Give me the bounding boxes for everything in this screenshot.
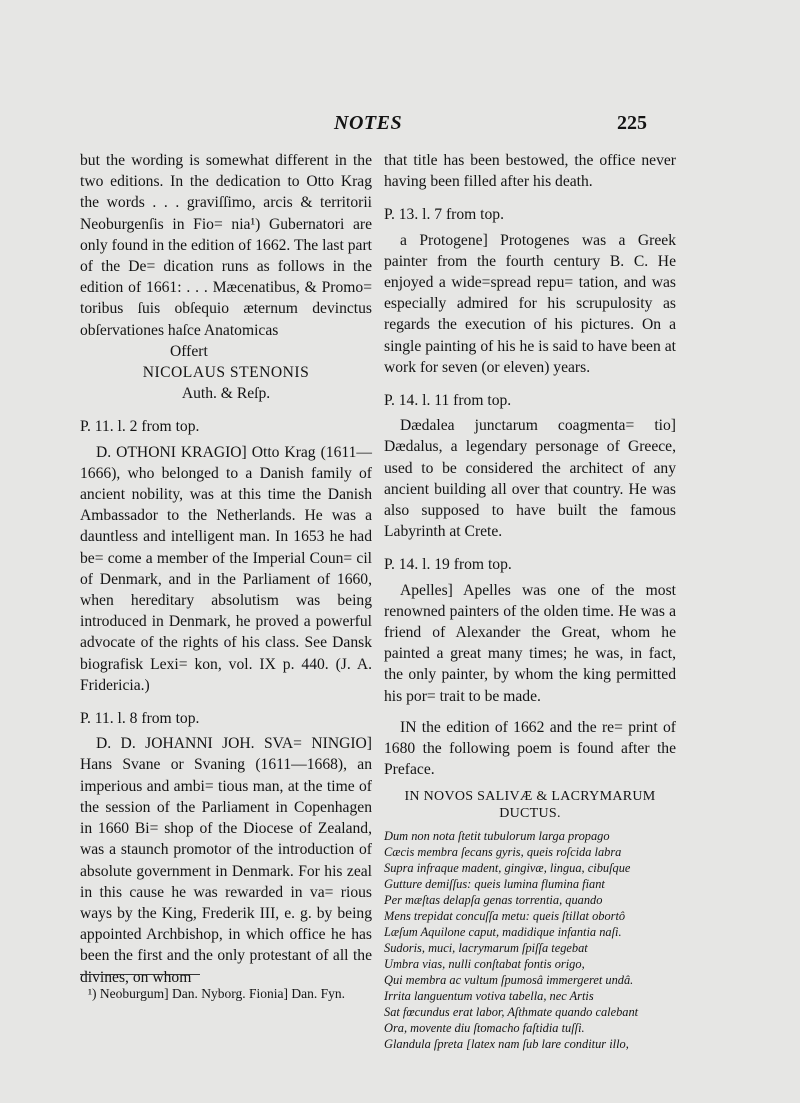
poem-line: Gutture demiſſus: queis lumina flumina fiant: [384, 877, 605, 892]
poem-title-line: DUCTUS.: [499, 806, 561, 822]
poem-line: Sudoris, muci, lacrymarum ſpiſſa tegebat: [384, 941, 588, 956]
poem-title-line: IN NOVOS SALIVÆ & LACRYMARUM: [404, 789, 656, 805]
poem-line: Ora, movente diu ſtomacho faſtidia tuſſi.: [384, 1021, 585, 1036]
paragraph: Dædalea junctarum coagmenta= tio] Dædalus, a legendary personage of Greece, used to be considered the architect of any ancient building all over that country. He was also supposed to have built the famous Labyrinth at Crete.: [384, 417, 676, 541]
poem-line: Dum non nota ſtetit tubulorum larga propago: [384, 829, 610, 844]
reference-heading: P. 11. l. 2 from top.: [80, 418, 200, 436]
paragraph: IN the edition of 1662 and the re= print of 1680 the following poem is found after the Preface.: [384, 718, 676, 779]
reference-heading: P. 13. l. 7 from top.: [384, 206, 504, 224]
paragraph: but the wording is somewhat different in the two editions. In the dedication to Otto Krag the words . . . graviſſimo, arcis & territorii Neoburgenſis in Fio= nia¹) Gubernatori are only found in the edition of 1662. The last part of the De= dication runs as follows in the edition of 1661: . . . Mæcenatibus, & Promo= toribus ſuis obſequio æternum devinctus obſervationes haſce Anatomicas: [80, 152, 372, 339]
footnote: ¹) Neoburgum] Dan. Nyborg. Fionia] Dan. Fyn.: [88, 986, 346, 1001]
reference-heading: P. 14. l. 19 from top.: [384, 556, 512, 574]
paragraph: a Protogene] Protogenes was a Greek painter from the fourth century B. C. He enjoyed a wide=spread repu= tation, and was especially admired for his scrupulosity as regards the execution of his pictures. On a single painting of his he is said to have been at work for seven (or eleven) years.: [384, 231, 676, 376]
poem-line: Læſum Aquilone caput, madidique infantia naſi.: [384, 925, 622, 940]
poem: [384, 828, 676, 1052]
page-header: [0, 112, 800, 142]
paragraph: Apelles] Apelles was one of the most renowned painters of the olden time. He was a friend of Alexander the Great, whom he painted a great many times; he was, in fact, the only painter, by whom the king permitted his por= trait to be made.: [384, 581, 676, 705]
paragraph: that title has been bestowed, the office never having been filled after his death.: [384, 152, 676, 191]
footnote-rule: [80, 974, 200, 975]
poem-line: Mens trepidat concuſſa metu: queis ſtillat obortô: [384, 909, 626, 924]
right-column: [384, 150, 676, 1052]
left-column: [80, 150, 372, 988]
poem-line: Sat fœcundus erat labor, Aſthmate quando calebant: [384, 1005, 639, 1020]
poem-line: Per mæſtas delapſa genas torrentia, quando: [384, 893, 603, 908]
poem-line: Cæcis membra ſecans gyris, queis roſcida labra: [384, 845, 622, 860]
page-number: 225: [617, 112, 647, 134]
poem-line: Qui membra ac vultum ſpumosâ immergeret undâ.: [384, 973, 634, 988]
poem-line: Supra infraque madent, gingivæ, lingua, cibuſque: [384, 861, 631, 876]
signature-line: Offert: [170, 342, 208, 360]
running-title: NOTES: [334, 112, 403, 134]
poem-title: [384, 788, 676, 822]
poem-line: Glandula ſpreta [latex nam ſub lare conditur illo,: [384, 1037, 629, 1052]
reference-heading: P. 11. l. 8 from top.: [80, 710, 200, 728]
reference-heading: P. 14. l. 11 from top.: [384, 392, 512, 410]
signature-name: NICOLAUS STENONIS: [142, 364, 310, 382]
paragraph: D. D. JOHANNI JOH. SVA= NINGIO] Hans Svane or Svaning (1611—1668), an imperious and ambi= tious man, at the time of the session of the Parliament in Copenhagen in 1660 Bi= shop of the Diocese of Zealand, was a staunch promotor of the introduction of absolute government in Denmark. For his zeal in this cause he was rewarded in va= rious ways by the King, Frederik III, e. g. by being appointed Archbishop, in which office he has been the first and the only protestant of all the divines, on whom: [80, 735, 372, 986]
poem-line: Umbra vias, nulli conſtabat fontis origo,: [384, 957, 585, 972]
paragraph: D. OTHONI KRAGIO] Otto Krag (1611—1666), who belonged to a Danish family of ancient nobility, was at this time the Danish Ambassador to the Netherlands. He was a dauntless and intelligent man. In 1653 he had be= come a member of the Imperial Coun= cil of Denmark, and in the Parliament of 1660, when hereditary absolutism was being introduced in Denmark, he proved a powerful advocate of the rights of his class. See Dansk biografisk Lexi= kon, vol. IX p. 440. (J. A. Fridericia.): [80, 443, 372, 694]
signature-title: Auth. & Reſp.: [181, 385, 271, 403]
poem-line: Irrita languentum votiva tabella, nec Artis: [384, 989, 594, 1004]
